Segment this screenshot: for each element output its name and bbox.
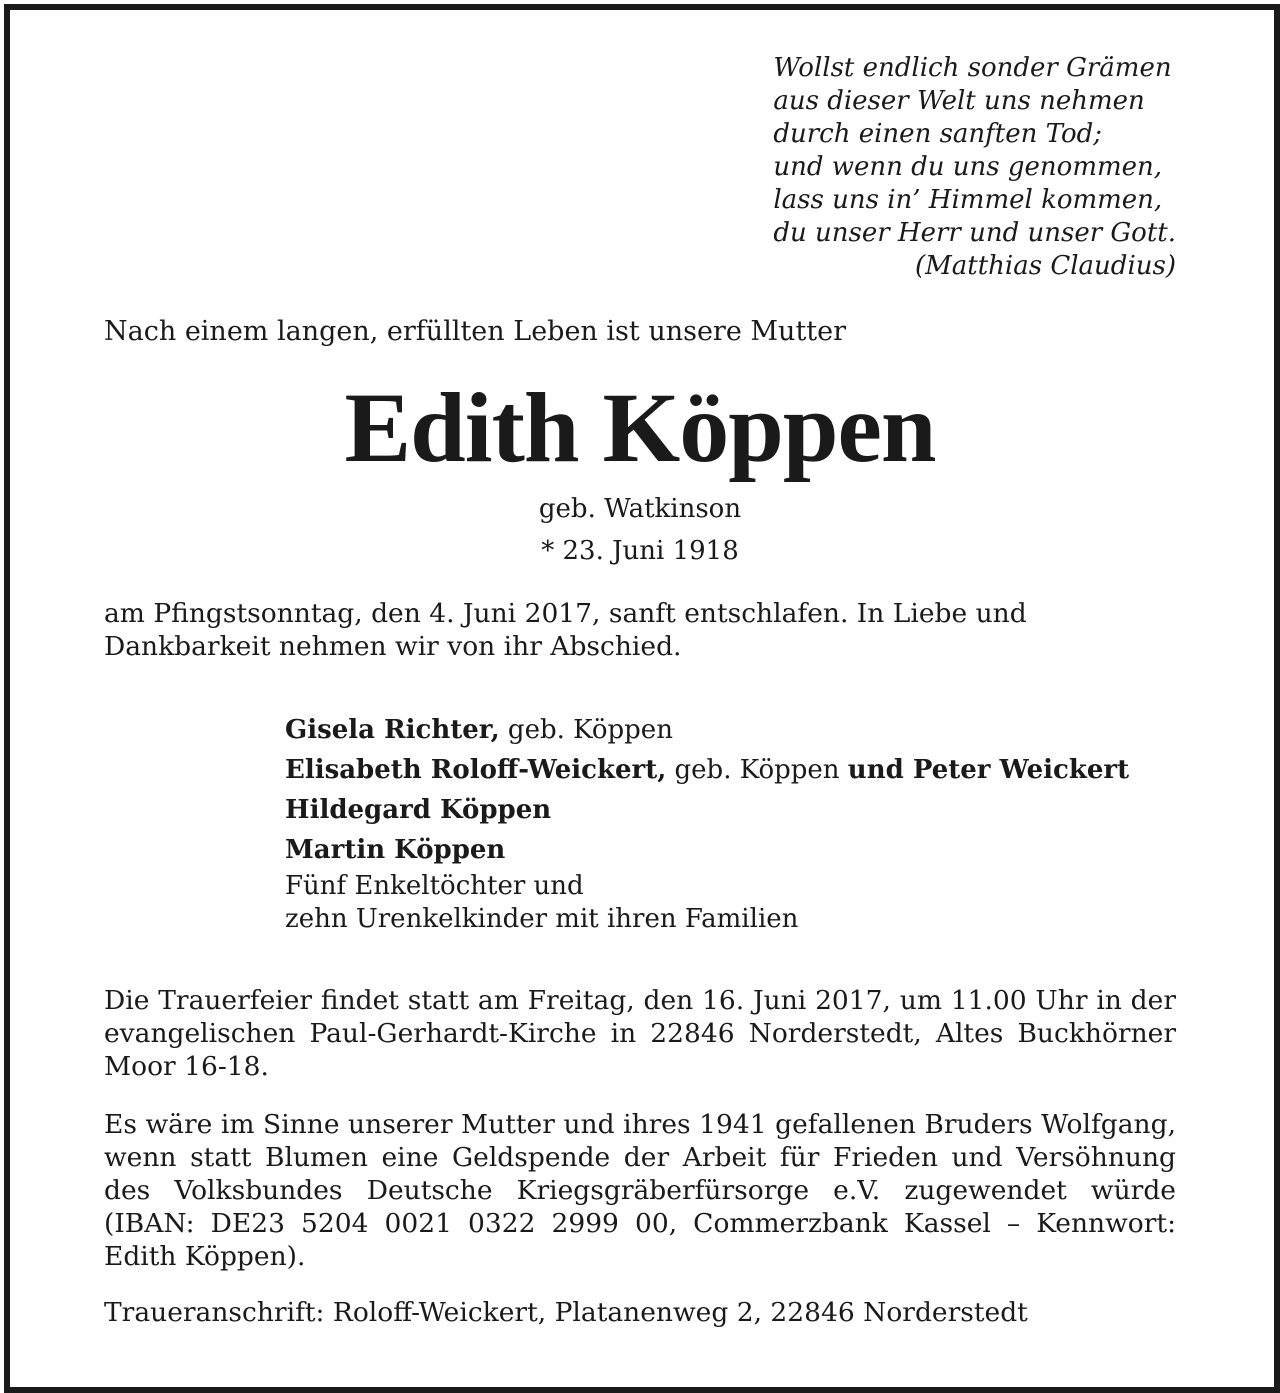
mourner-gisela [285, 710, 1129, 750]
mourner-born: geb. Köppen [666, 755, 848, 785]
poem-line: du unser Herr und unser Gott. [773, 218, 1176, 248]
poem-attribution: (Matthias Claudius) [915, 251, 1176, 281]
mourner-partner: und Peter Weickert [847, 755, 1130, 785]
poem-line: und wenn du uns genommen, [773, 152, 1163, 182]
mourner-grandchildren: Fünf Enkeltöchter und [285, 871, 584, 901]
mourner-hildegard [285, 790, 1129, 830]
donation-text: Es wäre im Sinne unserer Mutter und ihres 1941 gefallenen Bruders Wolfgang, wenn statt Blumen eine Geldspende der Arbeit für Frieden und Versöhnung des Volksbundes Deutsche Kriegsgräberfürsorge e.V. zugewendet würde (IBAN: DE23 5204 0021 0322 2999 00, Commerzbank Kassel – Kennwort: Edith Köppen). [104, 1109, 1176, 1272]
funeral-text: Die Trauerfeier findet statt am Freitag, den 16. Juni 2017, um 11.00 Uhr in der evangelischen Paul-Gerhardt-Kirche in 22846 Norderstedt, Altes Buckhörner Moor 16-18. [104, 985, 1176, 1082]
announcement-text: am Pfingstsonntag, den 4. Juni 2017, sanft entschlafen. In Liebe und Dankbarkeit nehmen wir von ihr Abschied. [104, 598, 1027, 662]
birth-date: * 23. Juni 1918 [541, 536, 739, 566]
mourning-address: Traueranschrift: Roloff-Weickert, Platanenweg 2, 22846 Norderstedt [104, 1297, 1028, 1328]
mourner-name: Gisela Richter, [285, 715, 500, 745]
mourner-elisabeth [285, 750, 1129, 790]
mourner-martin [285, 830, 1129, 870]
poem-line: aus dieser Welt uns nehmen [773, 86, 1145, 116]
poem-line: lass uns in’ Himmel kommen, [773, 185, 1163, 215]
mourner-name: Elisabeth Roloff-Weickert, [285, 755, 667, 785]
poem-line: Wollst endlich sonder Grämen [773, 53, 1172, 83]
intro-text: Nach einem langen, erfüllten Leben ist unsere Mutter [104, 316, 847, 347]
mourners-list [285, 710, 1129, 936]
born-name: geb. Watkinson [538, 494, 742, 524]
mourner-name: Martin Köppen [285, 835, 506, 865]
deceased-name: Edith Köppen [344, 372, 936, 483]
poem-quote [773, 52, 1176, 283]
mourner-name: Hildegard Köppen [285, 795, 552, 825]
mourner-great-grandchildren: zehn Urenkelkinder mit ihren Familien [285, 904, 799, 934]
poem-line: durch einen sanften Tod; [773, 119, 1103, 149]
mourner-born: geb. Köppen [499, 715, 673, 745]
